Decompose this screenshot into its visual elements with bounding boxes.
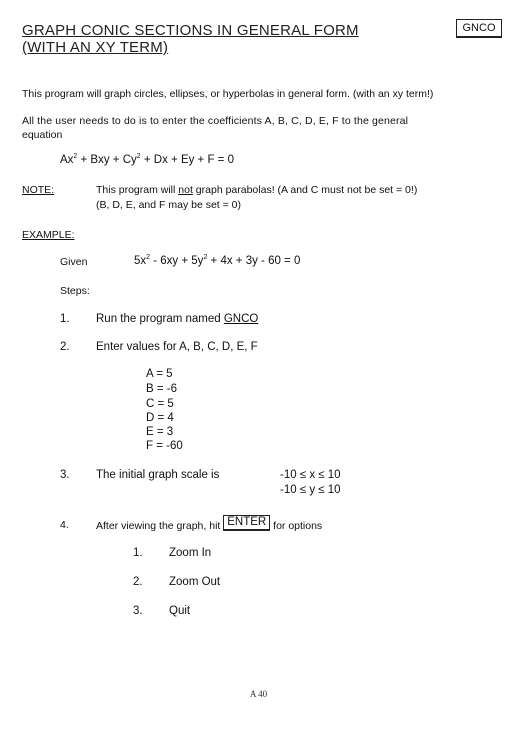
coefficient-a: A = 5 (146, 368, 173, 380)
page-subtitle: (WITH AN XY TERM) (22, 39, 169, 56)
page-title: GRAPH CONIC SECTIONS IN GENERAL FORM (22, 22, 359, 39)
option-zoom-in: Zoom In (169, 547, 212, 559)
note-line2: (B, D, E, and F may be set = 0) (96, 199, 242, 211)
given-label: Given (60, 256, 88, 268)
intro-text: This program will graph circles, ellipses, or hyperbolas in general form. (with an xy term!) (22, 88, 434, 100)
note-line1: This program will not graph parabolas! (A and C must not be set = 0!) (96, 184, 418, 196)
step-4-text: After viewing the graph, hit ENTER for options (96, 516, 323, 532)
scale-y-range: -10 ≤ y ≤ 10 (280, 484, 341, 496)
option-number: 2. (133, 576, 143, 588)
user-instruction-line1: All the user needs to do is to enter the coefficients A, B, C, D, E, F to the general (22, 115, 409, 127)
page-number: A 40 (249, 689, 268, 699)
option-quit: Quit (169, 605, 191, 617)
given-equation: $5x^2 - 6xy + 5y^2 + 4x + 3y - 60 = 0$ (134, 254, 301, 267)
note-label: NOTE: (22, 184, 55, 196)
example-label: EXAMPLE: (22, 229, 75, 241)
user-instruction-line2: equation (22, 129, 63, 141)
option-number: 1. (133, 547, 143, 559)
option-number: 3. (133, 605, 143, 617)
coefficient-f: F = -60 (146, 440, 183, 452)
enter-key: ENTER (223, 515, 270, 531)
coefficient-b: B = -6 (146, 383, 178, 395)
coefficient-d: D = 4 (146, 412, 174, 424)
step-1-text: Run the program named GNCO (96, 313, 259, 325)
option-zoom-out: Zoom Out (169, 576, 221, 588)
program-name-badge: GNCO (456, 19, 502, 38)
step-number: 4. (60, 519, 69, 531)
step-2-text: Enter values for A, B, C, D, E, F (96, 341, 258, 353)
coefficient-c: C = 5 (146, 398, 174, 410)
step-number: 1. (60, 313, 70, 325)
scale-x-range: -10 ≤ x ≤ 10 (280, 469, 341, 481)
step-number: 3. (60, 469, 70, 481)
step-3-text: The initial graph scale is (96, 469, 220, 481)
program-name-reference: GNCO (223, 313, 259, 325)
coefficient-e: E = 3 (146, 426, 174, 438)
steps-label: Steps: (60, 285, 90, 297)
general-equation: $Ax^2$ + Bxy + $Cy^2 + Dx + Ey + F = 0$ (60, 153, 234, 166)
step-number: 2. (60, 341, 70, 353)
